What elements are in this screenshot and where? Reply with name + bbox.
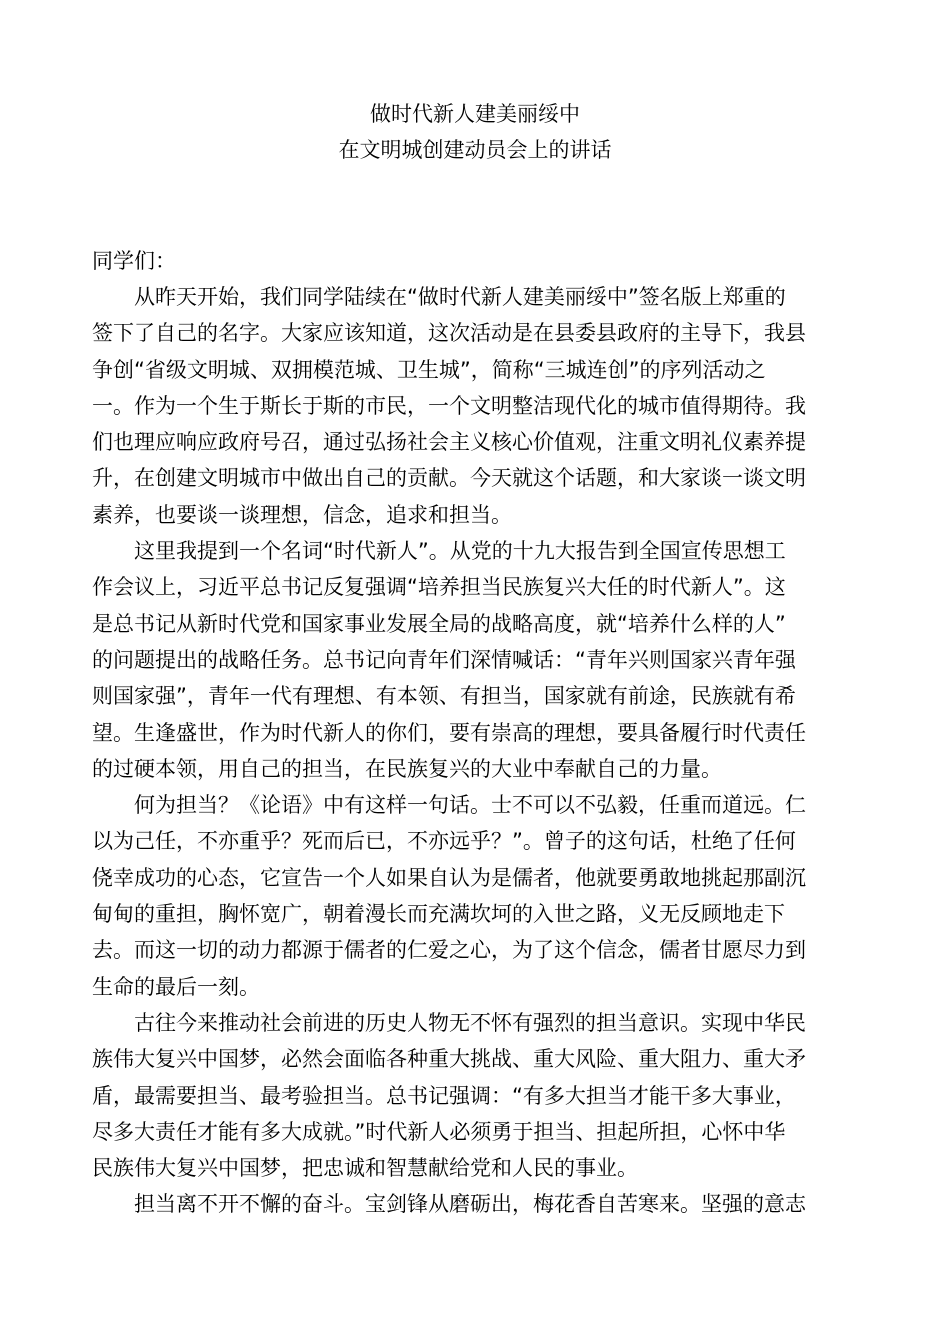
text-line: 的过硬本领，用自己的担当，在民族复兴的大业中奉献自己的力量。 <box>92 756 722 781</box>
text-line: 们也理应响应政府号召，通过弘扬社会主义核心价值观，注重文明礼仪素养提 <box>92 430 806 455</box>
text-line: 是总书记从新时代党和国家事业发展全局的战略高度，就“培养什么样的人” <box>92 611 786 636</box>
text-line: 签下了自己的名字。大家应该知道，这次活动是在县委县政府的主导下，我县 <box>92 321 806 346</box>
text-line: 侥幸成功的心态，它宣告一个人如果自认为是儒者，他就要勇敢地挑起那副沉 <box>92 865 806 890</box>
text-line: 一。作为一个生于斯长于斯的市民，一个文明整洁现代化的城市值得期待。我 <box>92 393 806 418</box>
text-line: 这里我提到一个名词“时代新人”。从党的十九大报告到全国宣传思想工 <box>134 539 786 564</box>
text-line: 升，在创建文明城市中做出自己的贡献。今天就这个话题，和大家谈一谈文明 <box>92 466 806 491</box>
text-line: 以为己任，不亦重乎？死而后已，不亦远乎？”。曾子的这句话，杜绝了任何 <box>92 829 796 854</box>
text-line: 的问题提出的战略任务。总书记向青年们深情喊话：“青年兴则国家兴青年强 <box>92 647 796 672</box>
text-line: 尽多大责任才能有多大成就。”时代新人必须勇于担当、担起所担，心怀中华 <box>92 1119 786 1144</box>
text-line: 古往今来推动社会前进的历史人物无不怀有强烈的担当意识。实现中华民 <box>134 1010 806 1035</box>
document-title: 做时代新人建美丽绥中 <box>370 102 580 126</box>
text-line: 族伟大复兴中国梦，必然会面临各种重大挑战、重大风险、重大阻力、重大矛 <box>92 1047 806 1072</box>
salutation: 同学们： <box>92 249 176 273</box>
text-line: 盾，最需要担当、最考验担当。总书记强调：“有多大担当才能干多大事业， <box>92 1083 796 1108</box>
text-line: 则国家强”，青年一代有理想、有本领、有担当，国家就有前途，民族就有希 <box>92 684 796 709</box>
speech-body <box>92 279 872 1223</box>
text-line: 争创“省级文明城、双拥模范城、卫生城”，简称“三城连创”的序列活动之 <box>92 357 766 382</box>
title-block <box>0 96 950 168</box>
text-line: 生命的最后一刻。 <box>92 974 260 999</box>
text-line: 作会议上，习近平总书记反复强调“培养担当民族复兴大任的时代新人”。这 <box>92 575 786 600</box>
text-line: 何为担当？《论语》中有这样一句话。士不可以不弘毅，任重而道远。仁 <box>134 793 806 818</box>
text-line: 从昨天开始，我们同学陆续在“做时代新人建美丽绥中”签名版上郑重的 <box>134 285 786 309</box>
text-line: 素养，也要谈一谈理想，信念，追求和担当。 <box>92 502 512 527</box>
text-line: 望。生逢盛世，作为时代新人的你们，要有崇高的理想，要具备履行时代责任 <box>92 720 806 745</box>
text-line: 民族伟大复兴中国梦，把忠诚和智慧献给党和人民的事业。 <box>92 1156 638 1181</box>
text-line: 去。而这一切的动力都源于儒者的仁爱之心，为了这个信念，儒者甘愿尽力到 <box>92 938 806 963</box>
text-line: 甸甸的重担，胸怀宽广，朝着漫长而充满坎坷的入世之路，义无反顾地走下 <box>92 902 785 927</box>
text-line: 担当离不开不懈的奋斗。宝剑锋从磨砺出，梅花香自苦寒来。坚强的意志 <box>134 1192 806 1217</box>
document-subtitle: 在文明城创建动员会上的讲话 <box>338 138 612 162</box>
